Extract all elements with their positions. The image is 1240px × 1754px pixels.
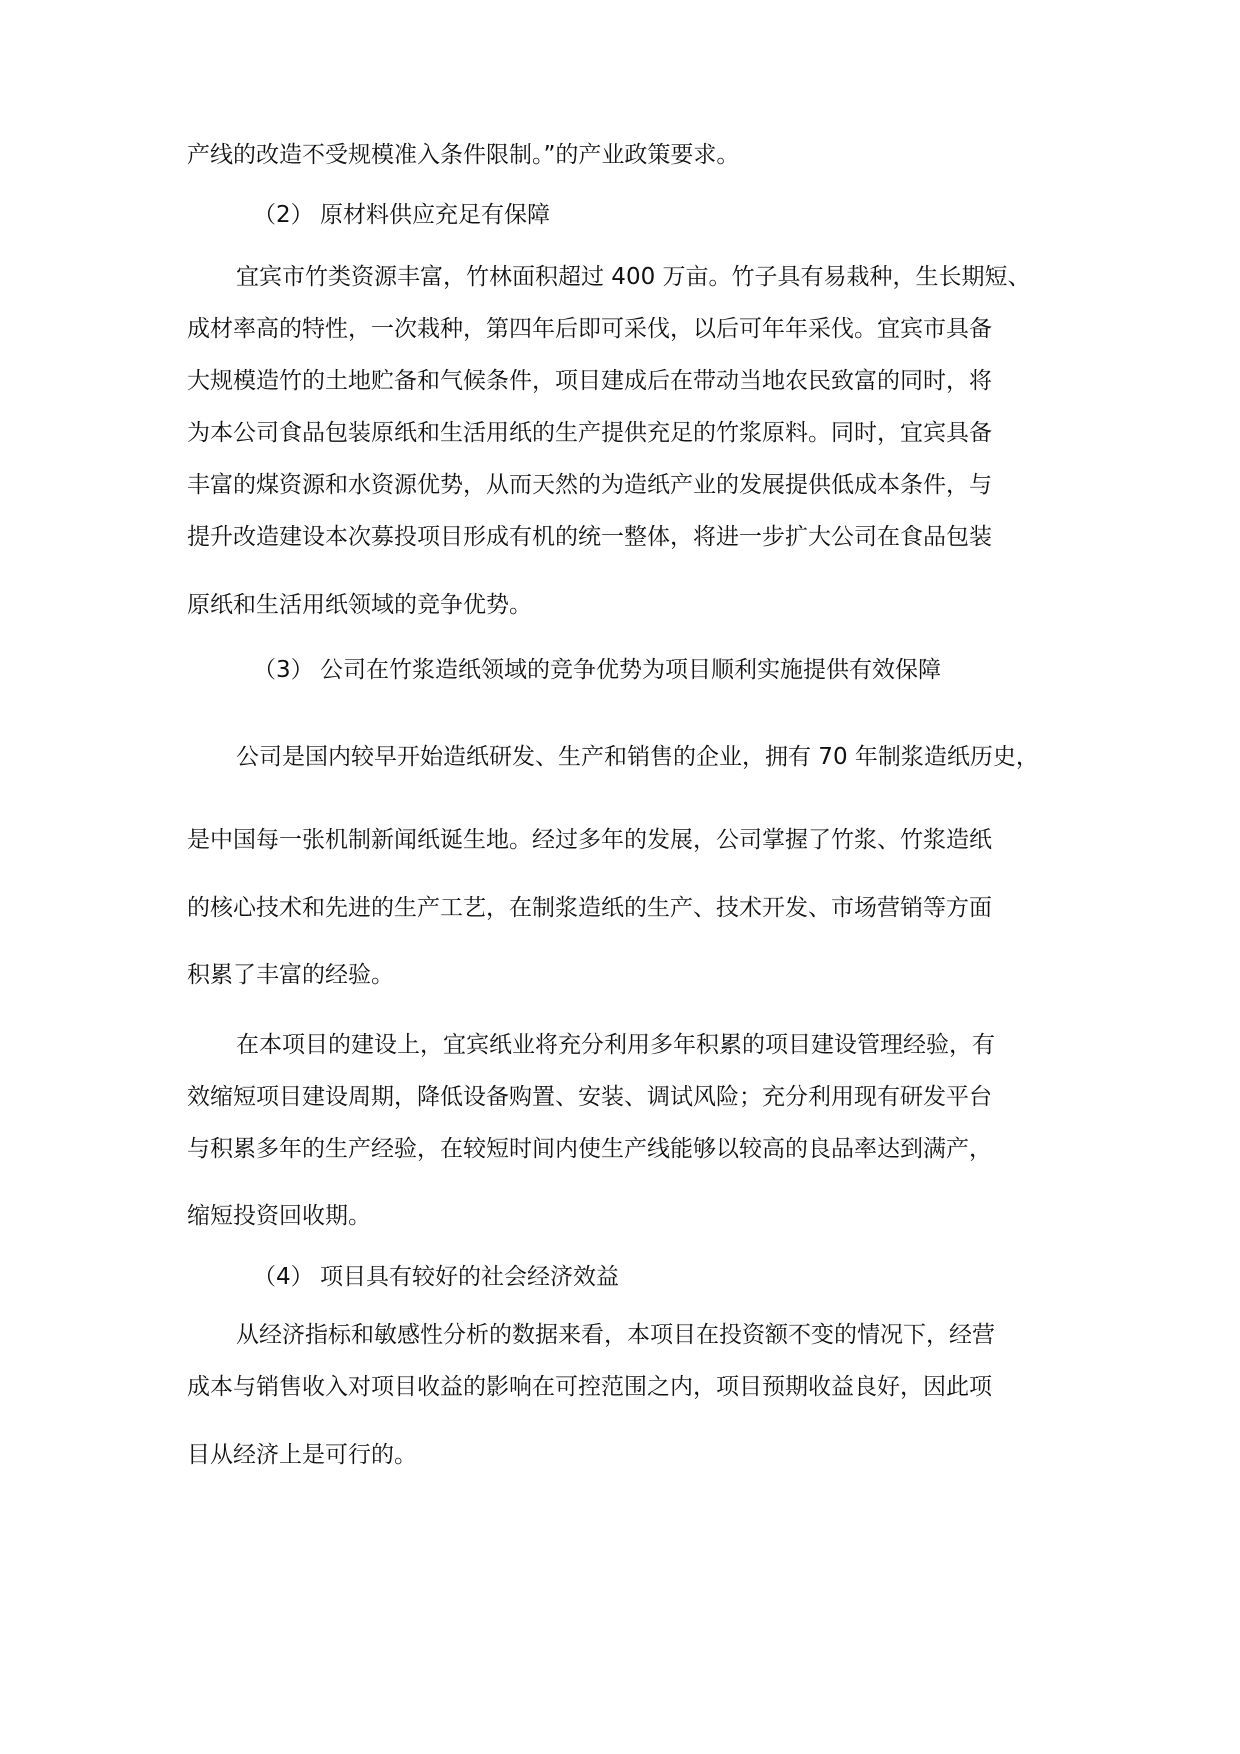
section-heading: 原材料供应充足有保障 [320, 202, 550, 228]
paragraph-line: 丰富的煤资源和水资源优势，从而天然的为造纸产业的发展提供低成本条件，与 [187, 472, 992, 498]
paragraph-line: 成本与销售收入对项目收益的影响在可控范围之内，项目预期收益良好，因此项 [187, 1374, 992, 1400]
section-heading: 公司在竹浆造纸领域的竞争优势为项目顺利实施提供有效保障 [320, 657, 941, 683]
paragraph-line: 产线的改造不受规模准入条件限制。”的产业政策要求。 [187, 142, 740, 168]
paragraph-line: 为本公司食品包装原纸和生活用纸的生产提供充足的竹浆原料。同时，宜宾具备 [187, 420, 992, 446]
paragraph-line: 的核心技术和先进的生产工艺，在制浆造纸的生产、技术开发、市场营销等方面 [187, 895, 992, 921]
paragraph-line: 是中国每一张机制新闻纸诞生地。经过多年的发展，公司掌握了竹浆、竹浆造纸 [187, 827, 992, 853]
paragraph-line: 从经济指标和敏感性分析的数据来看，本项目在投资额不变的情况下，经营 [236, 1322, 995, 1348]
paragraph-line: 积累了丰富的经验。 [187, 962, 394, 988]
section-number: （4） [253, 1264, 314, 1290]
paragraph-line: 宜宾市竹类资源丰富，竹林面积超过 400 万亩。竹子具有易栽种，生长期短、 [236, 264, 1031, 290]
paragraph-line: 大规模造竹的土地贮备和气候条件，项目建成后在带动当地农民致富的同时，将 [187, 368, 992, 394]
paragraph-line: 目从经济上是可行的。 [187, 1442, 417, 1468]
paragraph-line: 公司是国内较早开始造纸研发、生产和销售的企业，拥有 70 年制浆造纸历史， [236, 744, 1039, 770]
paragraph-line: 原纸和生活用纸领域的竞争优势。 [187, 592, 532, 618]
paragraph-line: 成材率高的特性，一次栽种，第四年后即可采伐，以后可年年采伐。宜宾市具备 [187, 316, 992, 342]
section-number: （3） [253, 657, 314, 683]
paragraph-line: 在本项目的建设上，宜宾纸业将充分利用多年积累的项目建设管理经验，有 [236, 1032, 995, 1058]
paragraph-line: 缩短投资回收期。 [187, 1203, 371, 1229]
paragraph-line: 效缩短项目建设周期，降低设备购置、安装、调试风险；充分利用现有研发平台 [187, 1084, 992, 1110]
section-number: （2） [253, 202, 314, 228]
paragraph-line: 与积累多年的生产经验，在较短时间内使生产线能够以较高的良品率达到满产， [187, 1136, 992, 1162]
section-heading: 项目具有较好的社会经济效益 [320, 1264, 619, 1290]
paragraph-line: 提升改造建设本次募投项目形成有机的统一整体，将进一步扩大公司在食品包装 [187, 524, 992, 550]
